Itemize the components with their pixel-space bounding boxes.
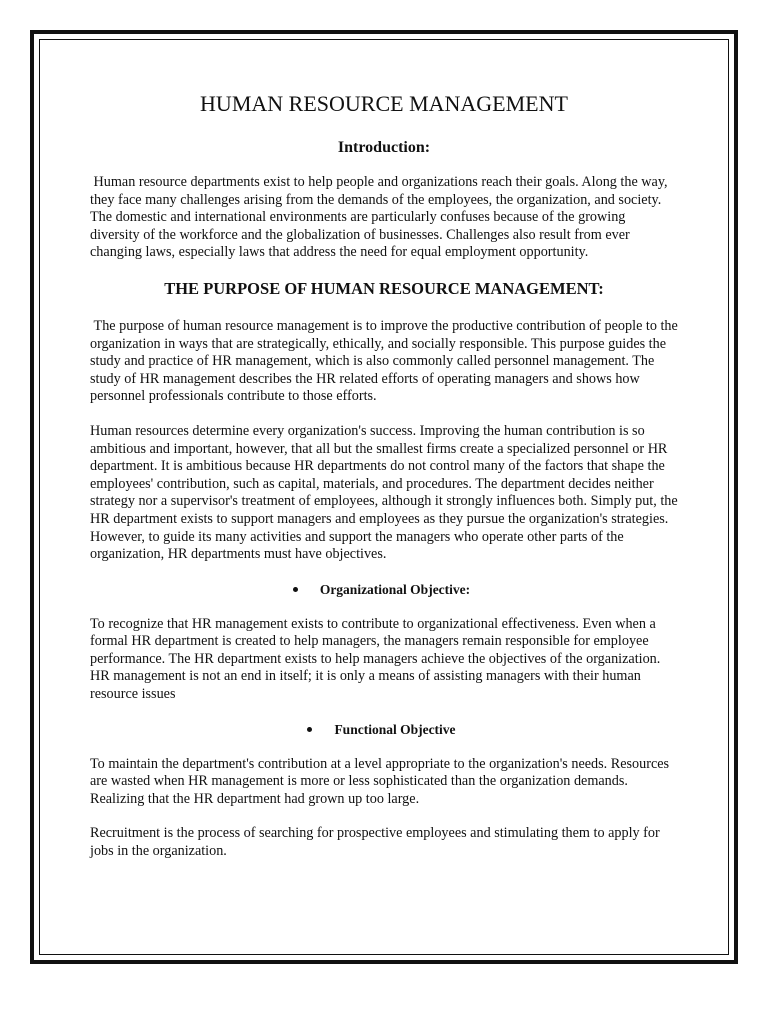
purpose-paragraph-2: Human resources determine every organization's success. Improving the human contribution is so ambitious and important, however, that all but the smallest firms create a specialized personnel or HR department. It is ambitious because HR departments do not control many of the factors that shape the employees' contribution, such as capital, materials, and procedures. The department decides neither strategy nor a supervisor's treatment of employees, although it strongly influences both. Simply put, the HR department exists to support managers and employees as they pursue the organization's strategies. However, to guide its many activities and support the managers who operate other parts of the organization, HR departments must have objectives. bbox=[90, 422, 678, 563]
bullet-dot-icon bbox=[293, 587, 298, 592]
organizational-objective-paragraph: To recognize that HR management exists to contribute to organizational effectiveness. Even when a formal HR department is created to help managers, the managers remain responsible for employee performance. The HR department exists to help managers achieve the objectives of the organization. HR management is not an end in itself; it is only a means of assisting managers with their human resource issues bbox=[90, 615, 661, 703]
document-title: HUMAN RESOURCE MANAGEMENT bbox=[200, 91, 568, 116]
introduction-paragraph: Human resource departments exist to help people and organizations reach their goals. Along the way, they face many challenges arising from the demands of the employees, the organization, and society. The domestic and international environments are particularly confuses because of the growing diversity of the workforce and the globalization of businesses. Challenges also result from ever changing laws, especially laws that address the need for equal employment opportunity. bbox=[90, 174, 672, 261]
purpose-heading: THE PURPOSE OF HUMAN RESOURCE MANAGEMENT: bbox=[164, 278, 604, 298]
document-content bbox=[90, 90, 682, 878]
bullet-dot-icon bbox=[307, 727, 312, 732]
functional-objective-label: Functional Objective bbox=[334, 721, 456, 737]
purpose-paragraph-1: The purpose of human resource management is to improve the productive contribution of people to the organization in ways that are strategically, ethically, and socially responsible. This purpose guides the study and practice of HR management, which is also commonly called personnel management. The study of HR management describes the HR related efforts of operating managers and shows how personnel professionals contribute to those efforts. bbox=[90, 317, 682, 405]
functional-objective-paragraph: To maintain the department's contribution at a level appropriate to the organization's needs. Resources are wasted when HR management is more or less sophisticated than the organization demands. Realizing that the HR department had grown up too large. bbox=[90, 755, 670, 807]
organizational-objective-heading bbox=[90, 581, 678, 599]
organizational-objective-label: Organizational Objective: bbox=[319, 581, 471, 597]
introduction-heading: Introduction: bbox=[337, 139, 431, 156]
functional-objective-heading bbox=[90, 721, 678, 739]
recruitment-paragraph: Recruitment is the process of searching for prospective employees and stimulating them to apply for jobs in the organization. bbox=[90, 825, 660, 860]
